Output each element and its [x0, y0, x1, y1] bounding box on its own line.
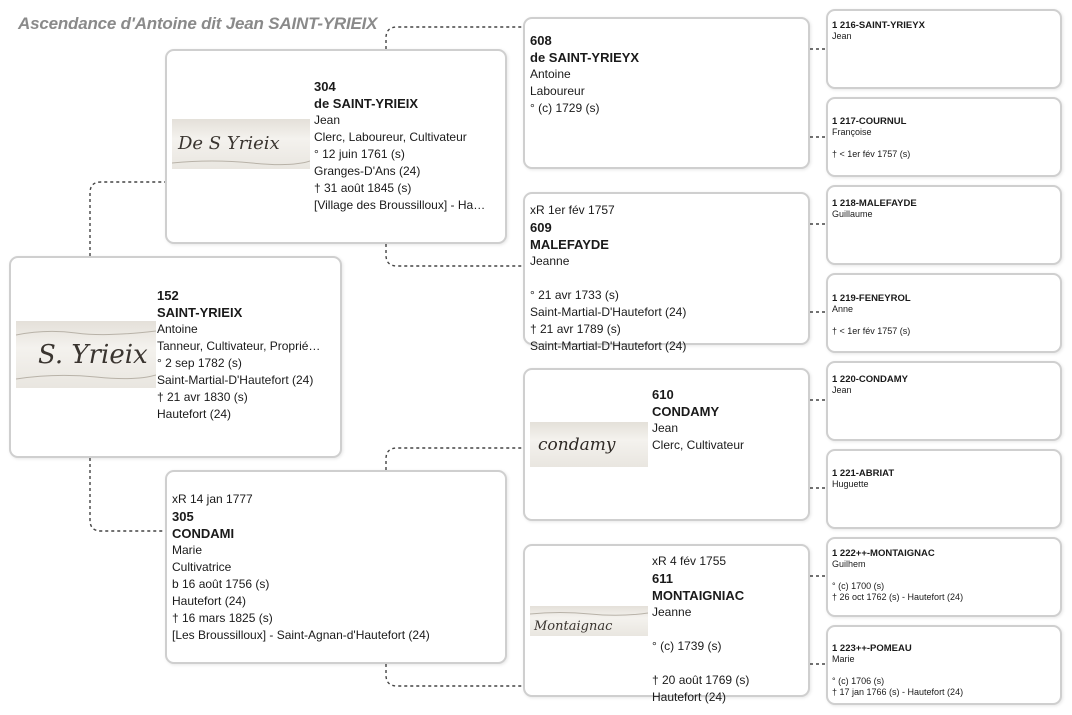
person-death: † < 1er fév 1757 (s): [832, 326, 911, 336]
person-name: 1 219-FENEYROL: [832, 293, 911, 304]
person-surname: MALEFAYDE: [530, 237, 609, 252]
person-card-611[interactable]: [523, 544, 810, 704]
person-birth: b 16 août 1756 (s): [172, 577, 270, 591]
person-death: † 20 août 1769 (s): [652, 673, 750, 687]
signature-image-611: [530, 606, 648, 636]
person-card-1219[interactable]: [826, 273, 1062, 353]
person-given-name: Jeanne: [530, 254, 570, 268]
person-number: 304: [314, 79, 336, 94]
person-birth-place: Saint-Martial-D'Hautefort (24): [157, 373, 314, 387]
person-occupation: Tanneur, Cultivateur, Proprié…: [157, 339, 321, 353]
person-birth-place: Granges-D'Ans (24): [314, 164, 421, 178]
person-card-1218[interactable]: [826, 185, 1062, 265]
person-occupation: Clerc, Cultivateur: [652, 438, 745, 452]
person-marriage: xR 1er fév 1757: [530, 203, 615, 217]
person-surname: SAINT-YRIEIX: [157, 305, 243, 320]
connector-305-610: [386, 448, 524, 470]
person-given-name: Françoise: [832, 127, 872, 137]
person-birth-place: Hautefort (24): [172, 594, 247, 608]
person-birth: ° 2 sep 1782 (s): [157, 356, 242, 370]
person-birth: ° (c) 1739 (s): [652, 639, 722, 653]
person-number: 611: [652, 571, 673, 586]
person-given-name: Jean: [314, 113, 341, 127]
person-given-name: Guilhem: [832, 559, 866, 569]
person-given-name: Huguette: [832, 479, 869, 489]
signature-text-304: De S Yrieix: [178, 133, 280, 154]
person-card-304[interactable]: [165, 49, 507, 244]
person-occupation: Clerc, Laboureur, Cultivateur: [314, 130, 467, 144]
signature-image-304: [172, 119, 310, 169]
person-card-608[interactable]: [523, 17, 810, 169]
person-death: † 21 avr 1830 (s): [157, 390, 248, 404]
person-card-1222[interactable]: [826, 537, 1062, 617]
person-occupation: Cultivatrice: [172, 560, 232, 574]
connector-304-608: [386, 27, 524, 49]
connector-304-609: [386, 244, 524, 266]
person-card-1216[interactable]: [826, 9, 1062, 89]
person-given-name: Guillaume: [832, 209, 873, 219]
person-number: 305: [172, 509, 194, 524]
person-death: † 26 oct 1762 (s) - Hautefort (24): [832, 592, 964, 602]
person-name: 1 222++-MONTAIGNAC: [832, 548, 935, 559]
person-name: 1 217-COURNUL: [832, 116, 907, 127]
page-title: Ascendance d'Antoine dit Jean SAINT-YRIEIX: [18, 14, 378, 33]
person-birth: ° (c) 1706 (s): [832, 676, 885, 686]
person-given-name: Jean: [652, 421, 679, 435]
person-name: 1 218-MALEFAYDE: [832, 198, 917, 209]
person-name: 1 216-SAINT-YRIEYX: [832, 20, 925, 31]
person-number: 608: [530, 33, 552, 48]
person-card-305[interactable]: [165, 470, 507, 664]
connector-305-611: [386, 664, 524, 686]
person-card-152[interactable]: [9, 256, 342, 458]
person-birth: ° (c) 1729 (s): [530, 101, 600, 115]
person-card-1217[interactable]: [826, 97, 1062, 177]
person-marriage: xR 4 fév 1755: [652, 554, 727, 568]
person-occupation: Laboureur: [530, 84, 585, 98]
person-given-name: Antoine: [157, 322, 198, 336]
person-birth: ° 21 avr 1733 (s): [530, 288, 619, 302]
person-death: † 16 mars 1825 (s): [172, 611, 273, 625]
person-birth-place: Saint-Martial-D'Hautefort (24): [530, 305, 687, 319]
person-death-place: [Les Broussilloux] - Saint-Agnan-d'Hautefort (24): [172, 628, 430, 642]
person-given-name: Jeanne: [652, 605, 692, 619]
person-given-name: Antoine: [530, 67, 571, 81]
person-death: † 31 août 1845 (s): [314, 181, 412, 195]
person-death-place: Hautefort (24): [157, 407, 232, 421]
person-surname: CONDAMI: [172, 526, 235, 541]
signature-text-610: condamy: [538, 435, 616, 455]
signature-image-610: [530, 422, 648, 467]
connector-152-305: [90, 458, 166, 531]
person-marriage: xR 14 jan 1777: [172, 492, 253, 506]
person-number: 610: [652, 387, 674, 402]
person-death: † 17 jan 1766 (s) - Hautefort (24): [832, 687, 964, 697]
person-given-name: Anne: [832, 304, 854, 314]
connector-152-304: [90, 182, 166, 256]
person-surname: MONTAIGNIAC: [652, 588, 745, 603]
person-given-name: Marie: [172, 543, 203, 557]
person-card-610[interactable]: [523, 368, 810, 521]
person-death: † 21 avr 1789 (s): [530, 322, 621, 336]
person-death-place: Hautefort (24): [652, 690, 727, 704]
person-birth: ° 12 juin 1761 (s): [314, 147, 405, 161]
person-card-609[interactable]: [523, 192, 810, 353]
person-number: 152: [157, 288, 179, 303]
person-card-1220[interactable]: [826, 361, 1062, 441]
signature-text-152: S. Yrieix: [38, 340, 148, 370]
person-death-place: [Village des Broussilloux] - Ha…: [314, 198, 486, 212]
person-given-name: Jean: [832, 385, 852, 395]
person-given-name: Jean: [832, 31, 852, 41]
person-given-name: Marie: [832, 654, 855, 664]
person-death-place: Saint-Martial-D'Hautefort (24): [530, 339, 687, 353]
person-number: 609: [530, 220, 552, 235]
signature-text-611: Montaignac: [534, 619, 613, 634]
person-card-1221[interactable]: [826, 449, 1062, 529]
person-name: 1 220-CONDAMY: [832, 374, 909, 385]
person-card-1223[interactable]: [826, 625, 1062, 705]
person-surname: CONDAMY: [652, 404, 720, 419]
person-surname: de SAINT-YRIEIX: [314, 96, 419, 111]
person-death: † < 1er fév 1757 (s): [832, 149, 911, 159]
person-name: 1 223++-POMEAU: [832, 643, 912, 654]
person-name: 1 221-ABRIAT: [832, 468, 895, 479]
person-birth: ° (c) 1700 (s): [832, 581, 885, 591]
person-surname: de SAINT-YRIEYX: [530, 50, 640, 65]
signature-image-152: [16, 321, 156, 388]
